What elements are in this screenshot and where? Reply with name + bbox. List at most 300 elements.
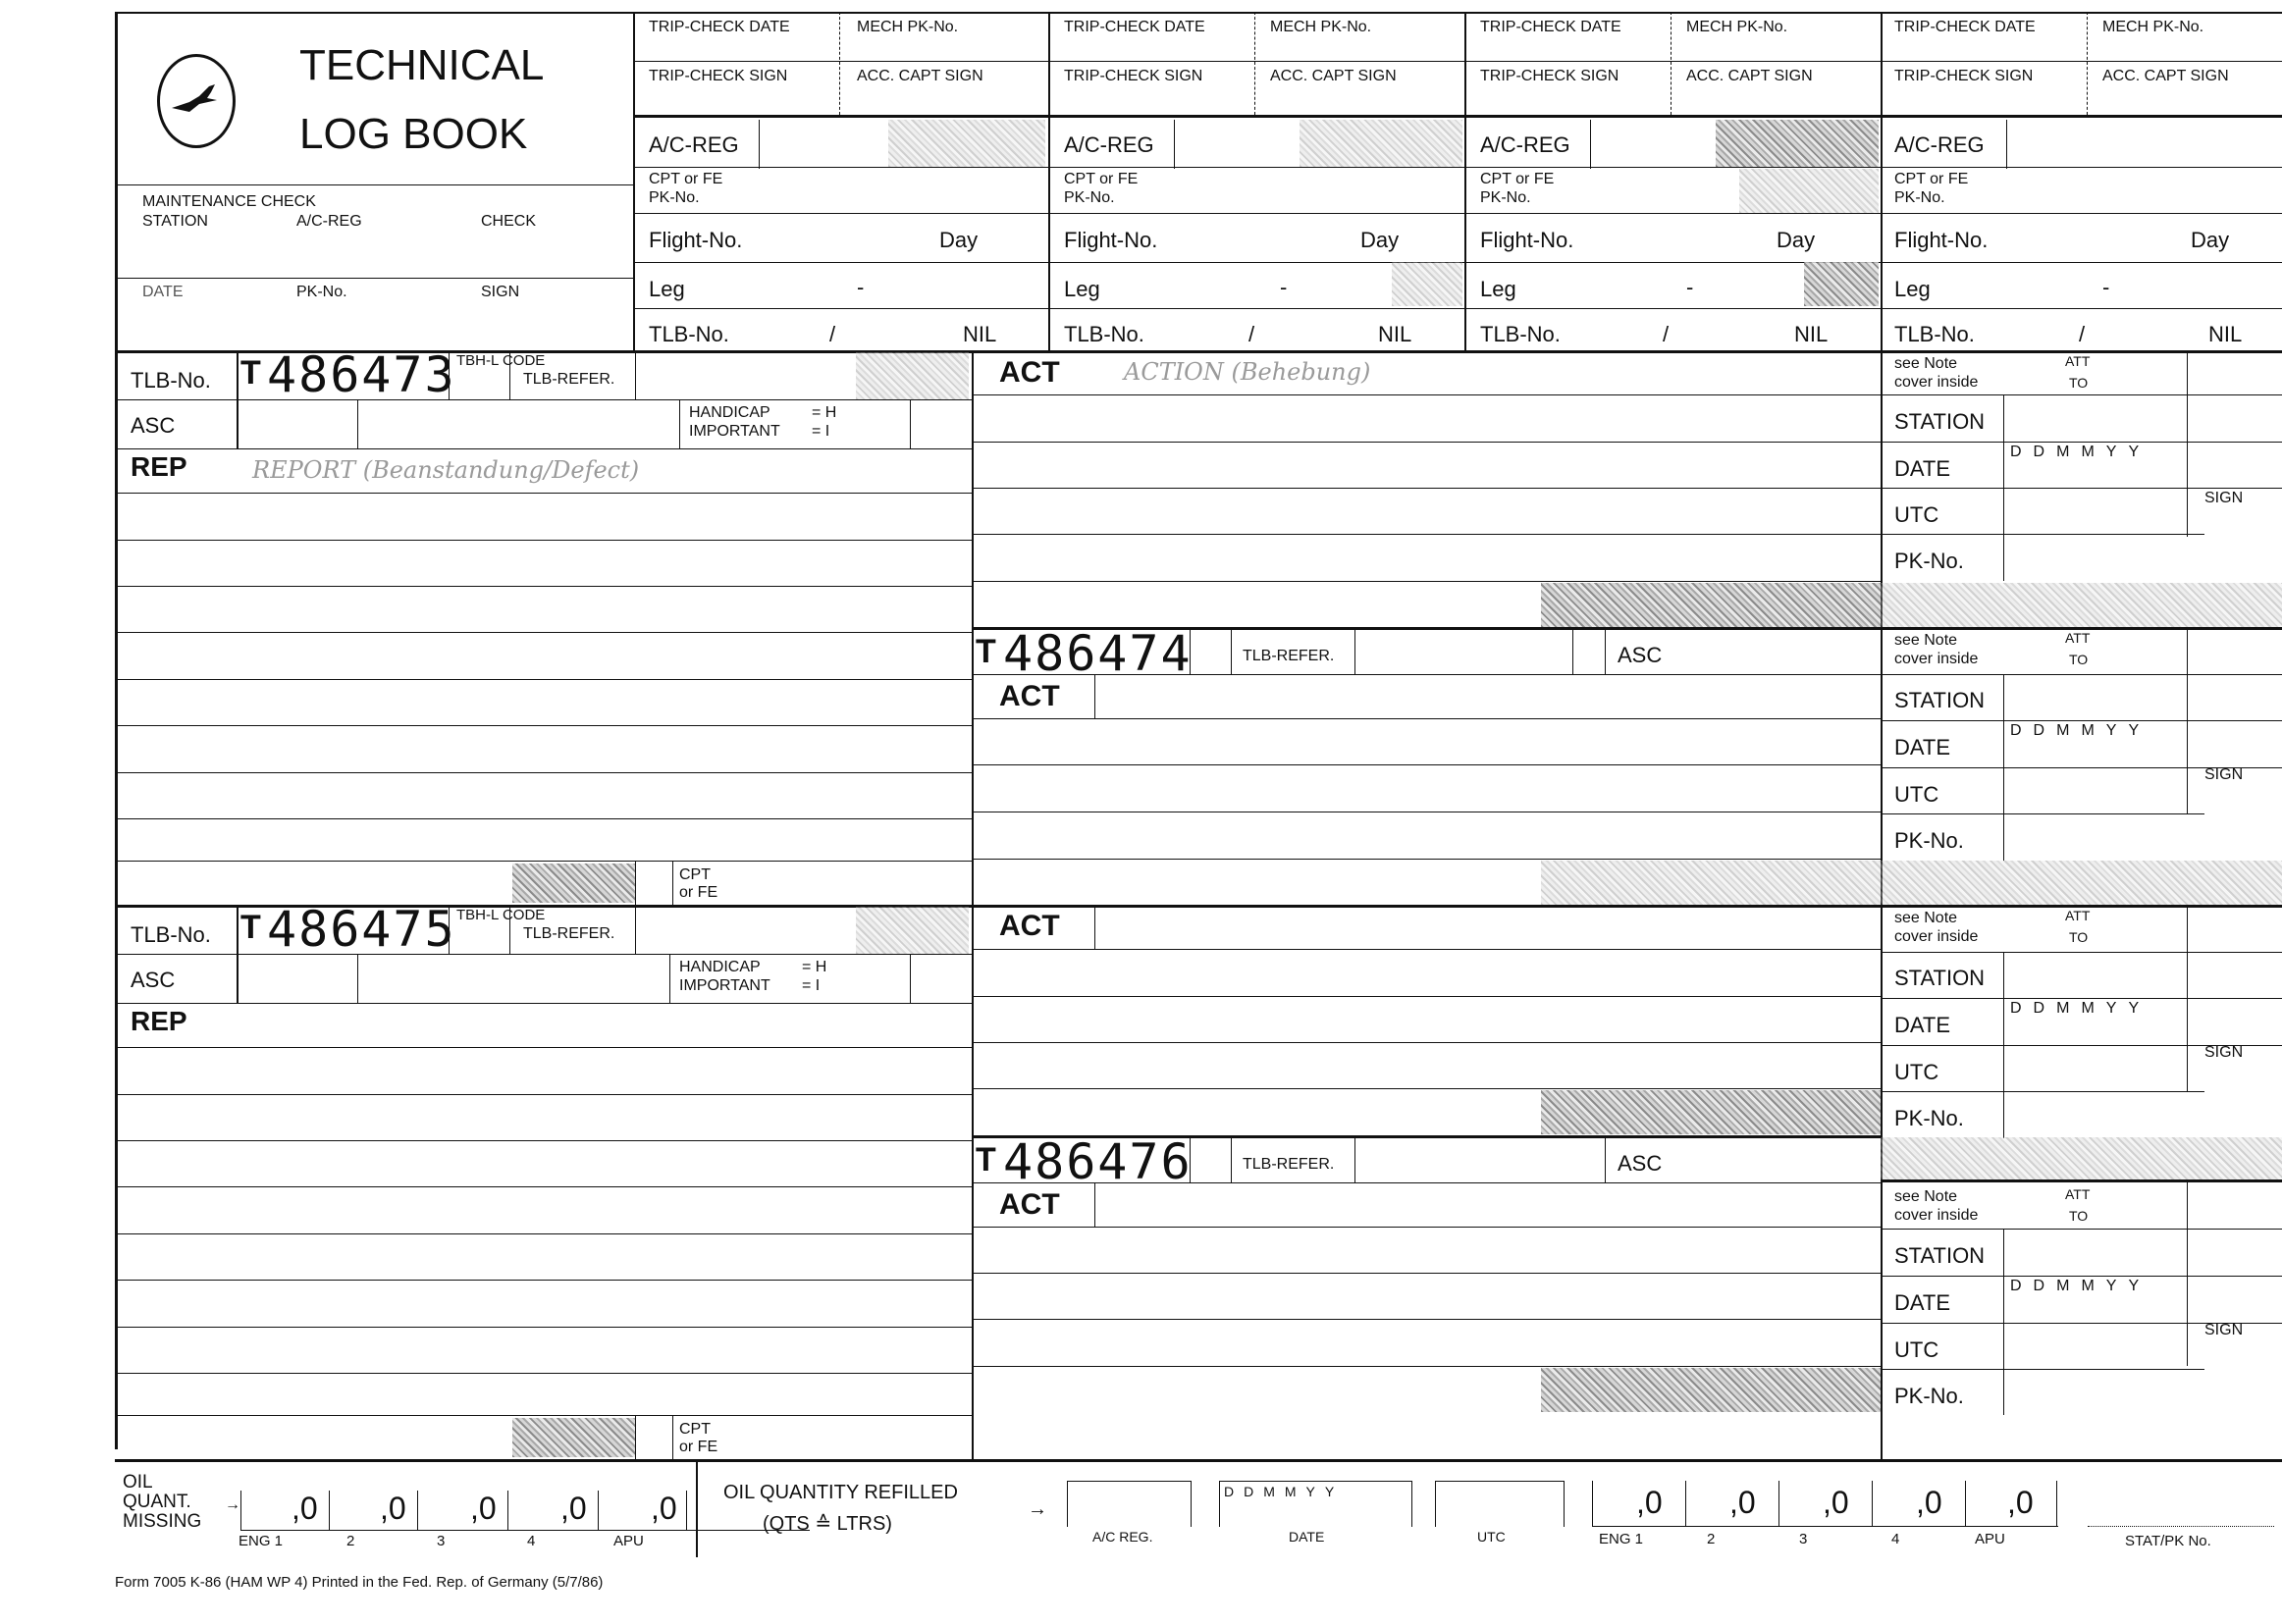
eng2-decimal: ,0: [380, 1491, 406, 1526]
scan-shade: [888, 120, 1045, 167]
title-line-2: LOG BOOK: [299, 110, 528, 158]
trip-mid-line: [1048, 61, 1464, 62]
to-label: TO: [2069, 929, 2089, 945]
pk-no-label: PK-No.: [649, 189, 700, 206]
row-line: [1881, 1091, 2204, 1092]
stat-pk-field[interactable]: [2088, 1481, 2274, 1526]
to-label: TO: [2069, 375, 2089, 391]
rule-line: [115, 1094, 972, 1095]
ac-reg-label: A/C-REG: [296, 213, 362, 230]
refill-apu-decimal: ,0: [2007, 1485, 2034, 1520]
sign-shade: [1541, 1368, 1881, 1412]
cpt-pk-field[interactable]: [759, 169, 1004, 213]
nil-checkbox[interactable]: [1411, 311, 1451, 350]
cell-divider: [669, 954, 670, 1003]
rule-line: [115, 1415, 972, 1416]
tlb-no-field[interactable]: [1590, 311, 1757, 350]
oil-section-divider: [696, 1459, 698, 1557]
cell-divider: [2187, 905, 2188, 1091]
trip-check-sign-label: TRIP-CHECK SIGN: [1064, 68, 1203, 84]
cpt-label: CPT: [679, 866, 711, 883]
rule-line: [115, 1373, 972, 1374]
eng4-label: 4: [527, 1533, 536, 1549]
crane-logo-icon: [160, 57, 233, 145]
att-label: ATT: [2065, 908, 2091, 923]
maintenance-check-label: MAINTENANCE CHECK: [142, 193, 316, 210]
cell-divider: [2003, 674, 2004, 861]
refill-eng1-label: ENG 1: [1599, 1531, 1644, 1547]
refill-eng1-decimal: ,0: [1636, 1485, 1663, 1520]
row-line: [633, 167, 1049, 168]
rep-label: REP: [131, 1006, 187, 1036]
cell-divider: [417, 1491, 418, 1530]
cell-divider: [1872, 1481, 1873, 1526]
pk-no-label: PK-No.: [1064, 189, 1115, 206]
row-line: [115, 954, 972, 955]
row-line: [1464, 213, 1881, 214]
tlb-no-label: TLB-No.: [131, 368, 211, 393]
day-field[interactable]: [2234, 216, 2281, 260]
cell-divider: [1094, 1182, 1095, 1227]
tlb-slash: /: [829, 322, 836, 346]
leg-field[interactable]: [1590, 265, 1826, 309]
see-note-label: see Note: [1894, 632, 1958, 649]
cell-divider: [598, 1491, 599, 1530]
leg-field[interactable]: [2006, 265, 2242, 309]
leg-dash: -: [1686, 275, 1694, 299]
oil-baseline: [240, 1530, 810, 1531]
trip-bottom-line: [1048, 115, 1464, 118]
utc-field[interactable]: [2008, 770, 2165, 813]
cpt-sign-shade: [512, 1418, 635, 1457]
trip-mid-line: [633, 61, 1049, 62]
rule-line: [115, 493, 972, 494]
flight-no-field[interactable]: [2006, 216, 2183, 260]
flight-no-label: Flight-No.: [649, 228, 743, 252]
cell-divider: [1094, 674, 1095, 718]
act-label: ACT: [999, 680, 1060, 712]
trip-check-date-label: TRIP-CHECK DATE: [1894, 19, 2036, 35]
maint-divider: [115, 278, 633, 279]
handicap-field[interactable]: [912, 956, 969, 1001]
rule-line: [972, 1227, 1881, 1228]
stat-pk-label: STAT/PK No.: [2125, 1533, 2211, 1549]
leg-label: Leg: [1480, 277, 1516, 301]
att-to-field[interactable]: [2093, 354, 2171, 393]
important-label: IMPORTANT: [679, 977, 770, 994]
ac-reg-field[interactable]: [2006, 120, 2253, 169]
tlb-no-label: TLB-No.: [131, 922, 211, 947]
refill-ac-reg-label: A/C REG.: [1092, 1529, 1153, 1545]
important-code: = I: [802, 977, 821, 994]
station-label: STATION: [142, 213, 208, 230]
rule-line: [972, 1042, 1881, 1043]
act-label: ACT: [999, 910, 1060, 942]
rule-line: [972, 581, 1881, 582]
cpt-or-fe-label: CPT or FE: [649, 171, 723, 187]
cell-divider: [1965, 1481, 1966, 1526]
pk-no-label: PK-No.: [296, 284, 347, 300]
row-line: [1881, 813, 2204, 814]
scan-shade: [1739, 169, 1879, 213]
scan-shade: [1804, 262, 1879, 306]
report-text-area[interactable]: [239, 1003, 970, 1435]
cpt-pk-field[interactable]: [1174, 169, 1419, 213]
cell-divider: [635, 1415, 636, 1459]
date-label: DATE: [1894, 1290, 1951, 1315]
cpt-or-fe-label: CPT or FE: [1894, 171, 1969, 187]
utc-label: UTC: [1894, 782, 1939, 807]
cell-divider: [672, 1415, 673, 1459]
title-line-1: TECHNICAL: [299, 41, 545, 89]
cell-divider: [1190, 1135, 1191, 1182]
rule-line: [115, 1327, 972, 1328]
trip-divider: [1671, 12, 1672, 115]
sign-field[interactable]: [2189, 350, 2282, 581]
pk-no-field[interactable]: [2008, 537, 2195, 580]
row-line: [1464, 308, 1881, 309]
cover-inside-label: cover inside: [1894, 651, 1979, 667]
date-format-label: DDMMYY: [2010, 722, 2151, 739]
handicap-field[interactable]: [912, 401, 969, 446]
asc-label: ASC: [1618, 643, 1663, 667]
refill-date-format: DDMMYY: [1224, 1484, 1345, 1499]
handicap-label: HANDICAP: [689, 404, 770, 421]
cell-divider: [357, 399, 358, 448]
att-to-field[interactable]: [2093, 1185, 2171, 1225]
row-line: [1881, 262, 2282, 263]
arrow-right-icon: →: [225, 1496, 240, 1513]
day-field[interactable]: [1818, 216, 1877, 260]
ac-reg-label: A/C-REG: [1064, 132, 1154, 157]
flight-no-label: Flight-No.: [1894, 228, 1989, 252]
flight-no-label: Flight-No.: [1064, 228, 1158, 252]
leg-dash: -: [1280, 275, 1288, 299]
att-label: ATT: [2065, 1186, 2091, 1202]
nil-label: NIL: [1378, 322, 1412, 346]
entry-3-rep: [115, 901, 972, 1459]
tbh-l-code-label: TBH-L CODE: [456, 907, 546, 923]
signoff-4: [1881, 1179, 2282, 1459]
cell-divider: [509, 905, 510, 954]
date-label: DATE: [1894, 1013, 1951, 1037]
cell-divider: [910, 399, 911, 448]
important-label: IMPORTANT: [689, 423, 780, 440]
flight-no-field[interactable]: [759, 216, 935, 260]
handicap-label: HANDICAP: [679, 959, 761, 975]
pk-no-label: PK-No.: [1894, 549, 1964, 573]
or-fe-label: or FE: [679, 884, 718, 901]
entry-prefix: T: [240, 354, 261, 392]
scan-shade: [1716, 120, 1879, 167]
tlb-slash: /: [1248, 322, 1255, 346]
apu-decimal: ,0: [651, 1491, 677, 1526]
cell-divider: [507, 1491, 508, 1530]
cell-divider: [635, 861, 636, 905]
cell-divider: [509, 350, 510, 399]
utc-field[interactable]: [2008, 1048, 2165, 1091]
cell-divider: [1354, 627, 1355, 674]
refill-ac-reg-field[interactable]: [1067, 1481, 1192, 1527]
tlb-number: 486475: [267, 901, 456, 958]
pk-no-label: PK-No.: [1894, 1106, 1964, 1130]
mech-pk-no-label: MECH PK-No.: [1270, 19, 1372, 35]
eng3-decimal: ,0: [470, 1491, 497, 1526]
rule-line: [115, 1186, 972, 1187]
station-label: STATION: [1894, 1243, 1986, 1268]
date-field[interactable]: [2008, 739, 2204, 768]
pk-no-field[interactable]: [2008, 816, 2195, 860]
ac-reg-label: A/C-REG: [1894, 132, 1985, 157]
act-column: [972, 350, 1881, 1459]
cell-divider: [2187, 627, 2188, 813]
rule-line: [115, 725, 972, 726]
row-line: [1881, 308, 2282, 309]
asc-label: ASC: [131, 968, 176, 992]
mech-pk-no-label: MECH PK-No.: [2102, 19, 2204, 35]
utc-label: UTC: [1894, 1337, 1939, 1362]
tlb-no-field[interactable]: [1174, 311, 1341, 350]
rule-line: [115, 1233, 972, 1234]
pk-no-label: PK-No.: [1894, 1384, 1964, 1408]
rule-line: [972, 718, 1881, 719]
signoff-1: [1881, 350, 2282, 627]
tlb-number: 486474: [1003, 625, 1193, 682]
flight-no-field[interactable]: [1174, 216, 1351, 260]
form-footer: Form 7005 K-86 (HAM WP 4) Printed in the Fed. Rep. of Germany (5/7/86): [115, 1574, 604, 1591]
rule-line: [972, 394, 1881, 395]
leg-label: Leg: [1064, 277, 1100, 301]
refill-eng4-decimal: ,0: [1916, 1485, 1942, 1520]
rule-line: [972, 442, 1881, 443]
cell-divider: [357, 954, 358, 1003]
sign-shade: [1541, 583, 1881, 627]
pk-no-field[interactable]: [2008, 1094, 2195, 1137]
station-field[interactable]: [2008, 676, 2087, 719]
to-label: TO: [2069, 1208, 2089, 1224]
sign-field[interactable]: [2189, 905, 2282, 1135]
station-field[interactable]: [2008, 397, 2087, 441]
trip-bottom-line: [1464, 115, 1881, 118]
eng1-label: ENG 1: [239, 1533, 284, 1549]
trip-bottom-line: [633, 115, 1049, 118]
utc-field[interactable]: [2008, 1326, 2165, 1369]
cell-divider: [2187, 1179, 2188, 1366]
cell-divider: [672, 861, 673, 905]
station-label: STATION: [1894, 409, 1986, 434]
date-label: DATE: [142, 284, 184, 300]
day-field[interactable]: [986, 216, 1045, 260]
pk-no-label: PK-No.: [1480, 189, 1531, 206]
trip-check-date-label: TRIP-CHECK DATE: [1480, 19, 1621, 35]
nil-checkbox[interactable]: [996, 311, 1035, 350]
tlb-no-field[interactable]: [759, 311, 926, 350]
cell-divider: [1094, 905, 1095, 949]
important-code: = I: [812, 423, 830, 440]
cell-divider: [910, 954, 911, 1003]
asc-label: ASC: [131, 413, 176, 438]
date-label: DATE: [1894, 735, 1951, 760]
date-format-label: DDMMYY: [2010, 1278, 2151, 1294]
station-field[interactable]: [2008, 954, 2087, 997]
eng2-label: 2: [346, 1533, 355, 1549]
leg-field[interactable]: [759, 265, 994, 309]
row-line: [115, 399, 972, 400]
pk-no-field[interactable]: [2008, 1372, 2195, 1415]
row-line: [633, 213, 1049, 214]
entry-1-rep: [115, 346, 972, 905]
att-to-field[interactable]: [2093, 909, 2171, 948]
report-text-area[interactable]: [239, 448, 970, 880]
rule-line: [972, 1366, 1881, 1367]
refill-utc-label: UTC: [1477, 1529, 1506, 1545]
row-line: [972, 674, 1881, 675]
day-label: Day: [1777, 228, 1816, 252]
or-fe-label: or FE: [679, 1439, 718, 1455]
sign-label: SIGN: [2204, 490, 2244, 506]
handicap-code: = H: [802, 959, 827, 975]
tlb-no-label: TLB-No.: [1480, 322, 1561, 346]
ac-reg-label: A/C-REG: [1480, 132, 1570, 157]
eng3-label: 3: [437, 1533, 446, 1549]
missing-label: MISSING: [123, 1511, 202, 1532]
flight-block-4: [1881, 12, 2282, 350]
trip-check-sign-label: TRIP-CHECK SIGN: [1480, 68, 1619, 84]
act-label: ACT: [999, 356, 1060, 389]
utc-label: UTC: [1894, 1060, 1939, 1084]
rule-line: [115, 679, 972, 680]
rule-line: [115, 1280, 972, 1281]
day-label: Day: [939, 228, 979, 252]
trip-check-date-label: TRIP-CHECK DATE: [649, 19, 790, 35]
cell-divider: [1231, 627, 1232, 674]
sign-shade: [1881, 1137, 2282, 1179]
rule-line: [115, 818, 972, 819]
station-label: STATION: [1894, 688, 1986, 712]
pk-no-label: PK-No.: [1894, 189, 1945, 206]
cell-divider: [679, 399, 680, 448]
day-label: Day: [1360, 228, 1400, 252]
tlb-number: 486473: [267, 346, 456, 403]
cell-divider: [1231, 1135, 1232, 1182]
row-line: [1881, 534, 2204, 535]
station-field[interactable]: [2008, 1231, 2087, 1275]
rule-line: [972, 1088, 1881, 1089]
cell-divider: [1605, 627, 1606, 674]
sign-shade: [1541, 861, 1881, 905]
row-line: [1881, 1369, 2204, 1370]
row-line: [633, 262, 1049, 263]
handicap-code: = H: [812, 404, 837, 421]
rule-line: [972, 488, 1881, 489]
stat-pk-line: [2088, 1526, 2274, 1527]
cell-divider: [2003, 1229, 2004, 1415]
sign-field[interactable]: [2189, 1179, 2282, 1415]
row-line: [1048, 213, 1464, 214]
leg-dash: -: [857, 275, 865, 299]
sign-field[interactable]: [2189, 627, 2282, 861]
acc-capt-sign-label: ACC. CAPT SIGN: [1686, 68, 1813, 84]
trip-bottom-line: [1881, 115, 2282, 118]
trip-mid-line: [1881, 61, 2282, 62]
oil-label: OIL: [123, 1472, 153, 1493]
tbh-l-code-label: TBH-L CODE: [456, 352, 546, 369]
tlb-no-label: TLB-No.: [1894, 322, 1975, 346]
cell-divider: [2003, 952, 2004, 1138]
date-field[interactable]: [2008, 1017, 2204, 1046]
cpt-pk-field[interactable]: [2006, 169, 2252, 213]
day-field[interactable]: [1402, 216, 1460, 260]
flight-block-1: [633, 12, 1049, 350]
signoff-2: [1881, 627, 2282, 905]
see-note-label: see Note: [1894, 355, 1958, 372]
row-line: [1881, 167, 2282, 168]
trip-divider: [2087, 12, 2088, 115]
att-to-field[interactable]: [2093, 631, 2171, 670]
leg-field[interactable]: [1174, 265, 1409, 309]
tlb-refer-label: TLB-REFER.: [523, 371, 615, 388]
date-field[interactable]: [2008, 1294, 2204, 1324]
date-format-label: DDMMYY: [2010, 1000, 2151, 1017]
refill-utc-field[interactable]: [1435, 1481, 1565, 1527]
asc-field[interactable]: [1727, 1137, 1845, 1180]
oil-refilled-label: OIL QUANTITY REFILLED: [723, 1482, 958, 1503]
arrow-right-icon: →: [1028, 1498, 1047, 1520]
trip-check-sign-label: TRIP-CHECK SIGN: [649, 68, 788, 84]
refill-eng4-label: 4: [1891, 1531, 1900, 1547]
nil-checkbox[interactable]: [1828, 311, 1867, 350]
sign-shade: [1541, 1090, 1881, 1134]
flight-no-field[interactable]: [1590, 216, 1767, 260]
date-label: DATE: [1894, 456, 1951, 481]
row-line: [633, 308, 1049, 309]
nil-label: NIL: [1794, 322, 1829, 346]
entry-prefix: T: [240, 909, 261, 946]
cell-divider: [449, 905, 450, 954]
tlb-refer-label: TLB-REFER.: [523, 925, 615, 942]
rule-line: [972, 859, 1881, 860]
tlb-refer-label: TLB-REFER.: [1243, 1156, 1335, 1173]
cell-divider: [1778, 1481, 1779, 1526]
entry-prefix: T: [976, 633, 996, 670]
date-field[interactable]: [2008, 460, 2204, 490]
refill-eng3-decimal: ,0: [1823, 1485, 1849, 1520]
day-label: Day: [2191, 228, 2230, 252]
tlb-refer-field[interactable]: [1356, 629, 1563, 672]
cell-divider: [240, 1491, 241, 1530]
utc-field[interactable]: [2008, 491, 2165, 534]
eng4-decimal: ,0: [560, 1491, 587, 1526]
rep-label: REP: [131, 451, 187, 482]
scan-shade: [856, 352, 969, 399]
entry-separator: [972, 905, 1881, 908]
cell-divider: [1592, 1481, 1593, 1526]
cover-inside-label: cover inside: [1894, 1207, 1979, 1224]
rule-line: [115, 861, 972, 862]
acc-capt-sign-label: ACC. CAPT SIGN: [857, 68, 983, 84]
scan-shade: [1300, 120, 1462, 167]
rule-line: [972, 949, 1881, 950]
trip-check-sign-label: TRIP-CHECK SIGN: [1894, 68, 2034, 84]
cell-divider: [329, 1491, 330, 1530]
tlb-refer-field[interactable]: [1356, 1137, 1563, 1180]
cell-divider: [1605, 1135, 1606, 1182]
cover-inside-label: cover inside: [1894, 928, 1979, 945]
tlb-no-field[interactable]: [2006, 311, 2173, 350]
asc-field[interactable]: [1727, 629, 1845, 672]
sign-label: SIGN: [481, 284, 520, 300]
nil-checkbox[interactable]: [2240, 311, 2279, 350]
